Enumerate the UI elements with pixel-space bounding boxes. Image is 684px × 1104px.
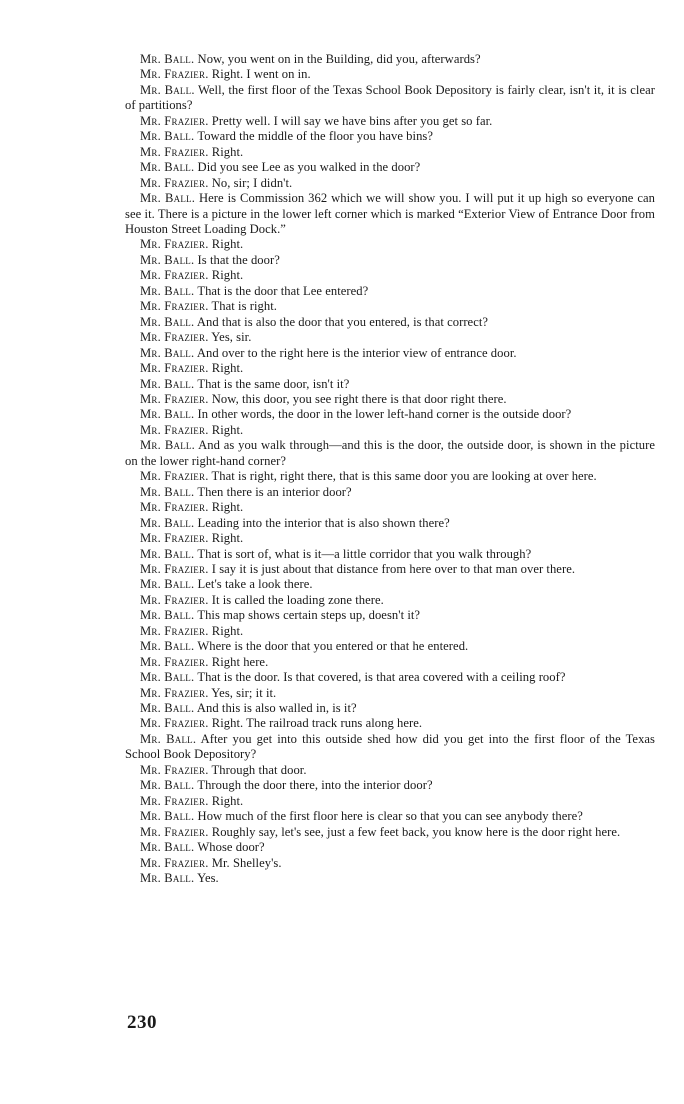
spoken-text: Toward the middle of the floor you have bins? [197, 129, 434, 144]
speaker-label: Mr. Ball. [140, 670, 195, 685]
spoken-text: No, sir; I didn't. [211, 175, 293, 190]
spoken-text: Where is the door that you entered or that he entered. [197, 639, 469, 654]
spoken-text: And as you walk through—and this is the door, the outside door, is shown in the picture on the lower right-hand corner? [125, 438, 655, 468]
spoken-text: That is sort of, what is it—a little corridor that you walk through? [197, 546, 532, 561]
spoken-text: Right. [211, 422, 244, 437]
spoken-text: Here is Commission 362 which we will show you. I will put it up high so everyone can see it. There is a picture in the lower left corner which is marked “Exterior View of Entrance Door from Houston Street Loading Dock.” [125, 191, 656, 236]
testimony-paragraph [125, 330, 655, 345]
spoken-text: Through that door. [211, 762, 307, 777]
speaker-label: Mr. Frazier. [140, 793, 209, 808]
testimony-paragraph [125, 701, 655, 716]
speaker-label: Mr. Ball. [140, 546, 195, 561]
spoken-text: Did you see Lee as you walked in the door? [197, 160, 421, 175]
spoken-text: Right. [211, 361, 244, 376]
speaker-label: Mr. Frazier. [140, 654, 209, 669]
speaker-label: Mr. Frazier. [140, 592, 209, 607]
speaker-label: Mr. Frazier. [140, 299, 209, 314]
speaker-label: Mr. Ball. [140, 129, 195, 144]
spoken-text: Right. [211, 237, 244, 252]
spoken-text: Right. [211, 500, 244, 515]
testimony-paragraph [125, 268, 655, 283]
speaker-label: Mr. Frazier. [140, 268, 209, 283]
speaker-label: Mr. Frazier. [140, 67, 209, 82]
speaker-label: Mr. Frazier. [140, 561, 209, 576]
testimony-paragraph [125, 825, 655, 840]
testimony-paragraph [125, 639, 655, 654]
speaker-label: Mr. Ball. [140, 283, 195, 298]
speaker-label: Mr. Frazier. [140, 824, 209, 839]
speaker-label: Mr. Ball. [140, 82, 195, 97]
testimony-paragraph [125, 438, 655, 469]
testimony-paragraph [125, 377, 655, 392]
testimony-paragraph [125, 686, 655, 701]
speaker-label: Mr. Frazier. [140, 144, 209, 159]
speaker-label: Mr. Ball. [140, 731, 197, 746]
testimony-paragraph [125, 593, 655, 608]
testimony-paragraph [125, 500, 655, 515]
testimony-paragraph [125, 52, 655, 67]
testimony-paragraph [125, 608, 655, 623]
speaker-label: Mr. Frazier. [140, 531, 209, 546]
testimony-paragraph [125, 763, 655, 778]
speaker-label: Mr. Ball. [140, 160, 195, 175]
testimony-paragraph [125, 840, 655, 855]
testimony-paragraph [125, 655, 655, 670]
spoken-text: Pretty well. I will say we have bins after you get so far. [211, 113, 493, 128]
testimony-paragraph [125, 809, 655, 824]
testimony-transcript [125, 52, 655, 886]
speaker-label: Mr. Ball. [140, 407, 195, 422]
spoken-text: Yes. [197, 871, 219, 886]
testimony-paragraph [125, 176, 655, 191]
testimony-paragraph [125, 67, 655, 82]
spoken-text: And this is also walled in, is it? [196, 701, 357, 716]
spoken-text: That is the door that Lee entered? [197, 283, 369, 298]
testimony-paragraph [125, 516, 655, 531]
spoken-text: That is the same door, isn't it? [197, 376, 350, 391]
testimony-paragraph [125, 237, 655, 252]
speaker-label: Mr. Frazier. [140, 762, 209, 777]
spoken-text: That is right. [211, 299, 277, 314]
testimony-paragraph [125, 732, 655, 763]
spoken-text: It is called the loading zone there. [211, 592, 384, 607]
testimony-paragraph [125, 577, 655, 592]
speaker-label: Mr. Frazier. [140, 361, 209, 376]
testimony-paragraph [125, 315, 655, 330]
testimony-paragraph [125, 407, 655, 422]
testimony-paragraph [125, 469, 655, 484]
testimony-paragraph [125, 392, 655, 407]
testimony-paragraph [125, 361, 655, 376]
spoken-text: I say it is just about that distance from here over to that man over there. [211, 561, 576, 576]
testimony-paragraph [125, 547, 655, 562]
testimony-paragraph [125, 531, 655, 546]
spoken-text: That is the door. Is that covered, is that area covered with a ceiling roof? [197, 670, 566, 685]
speaker-label: Mr. Ball. [140, 191, 196, 206]
speaker-label: Mr. Frazier. [140, 391, 209, 406]
spoken-text: After you get into this outside shed how did you get into the first floor of the Texas School Book Depository? [125, 731, 656, 762]
spoken-text: Roughly say, let's see, just a few feet back, you know here is the door right here. [211, 824, 621, 839]
testimony-paragraph [125, 145, 655, 160]
testimony-paragraph [125, 284, 655, 299]
spoken-text: How much of the first floor here is clear so that you can see anybody there? [197, 809, 583, 824]
testimony-paragraph [125, 778, 655, 793]
spoken-text: Whose door? [197, 840, 265, 855]
spoken-text: Yes, sir. [211, 330, 252, 345]
page-number: 230 [127, 1012, 157, 1033]
speaker-label: Mr. Ball. [140, 840, 195, 855]
speaker-label: Mr. Ball. [140, 778, 195, 793]
testimony-paragraph [125, 856, 655, 871]
spoken-text: Right. [211, 268, 244, 283]
speaker-label: Mr. Frazier. [140, 175, 209, 190]
speaker-label: Mr. Ball. [140, 52, 195, 66]
testimony-paragraph [125, 423, 655, 438]
spoken-text: Now, this door, you see right there is that door right there. [211, 391, 507, 406]
spoken-text: Right. [211, 144, 244, 159]
speaker-label: Mr. Frazier. [140, 113, 209, 128]
speaker-label: Mr. Frazier. [140, 623, 209, 638]
spoken-text: This map shows certain steps up, doesn't it? [197, 608, 421, 623]
testimony-paragraph [125, 160, 655, 175]
spoken-text: Through the door there, into the interior door? [197, 778, 433, 793]
speaker-label: Mr. Frazier. [140, 855, 209, 870]
speaker-label: Mr. Ball. [140, 484, 195, 499]
testimony-paragraph [125, 191, 655, 237]
testimony-paragraph [125, 624, 655, 639]
testimony-paragraph [125, 485, 655, 500]
testimony-paragraph [125, 871, 655, 886]
spoken-text: And that is also the door that you entered, is that correct? [196, 314, 489, 329]
speaker-label: Mr. Ball. [140, 438, 195, 453]
spoken-text: In other words, the door in the lower left-hand corner is the outside door? [197, 407, 572, 422]
testimony-paragraph [125, 253, 655, 268]
speaker-label: Mr. Frazier. [140, 500, 209, 515]
spoken-text: Mr. Shelley's. [211, 855, 282, 870]
speaker-label: Mr. Ball. [140, 639, 195, 654]
testimony-paragraph [125, 83, 655, 114]
spoken-text: Right. I went on in. [211, 67, 311, 82]
speaker-label: Mr. Ball. [140, 577, 195, 592]
spoken-text: Right. The railroad track runs along here. [211, 716, 423, 731]
spoken-text: And over to the right here is the interior view of entrance door. [196, 345, 517, 360]
testimony-paragraph [125, 562, 655, 577]
spoken-text: Leading into the interior that is also shown there? [197, 515, 450, 530]
testimony-paragraph [125, 299, 655, 314]
testimony-paragraph [125, 716, 655, 731]
speaker-label: Mr. Ball. [140, 809, 195, 824]
spoken-text: That is right, right there, that is this same door you are looking at over here. [211, 469, 597, 484]
testimony-paragraph [125, 129, 655, 144]
spoken-text: Is that the door? [197, 252, 280, 267]
speaker-label: Mr. Ball. [140, 701, 195, 716]
testimony-paragraph [125, 670, 655, 685]
speaker-label: Mr. Ball. [140, 345, 195, 360]
testimony-paragraph [125, 114, 655, 129]
spoken-text: Well, the first floor of the Texas School Book Depository is fairly clear, isn't it, it is clear of partitions? [125, 82, 655, 113]
spoken-text: Now, you went on in the Building, did you, afterwards? [197, 52, 481, 66]
speaker-label: Mr. Frazier. [140, 469, 209, 484]
spoken-text: Right. [211, 623, 244, 638]
speaker-label: Mr. Frazier. [140, 422, 209, 437]
speaker-label: Mr. Ball. [140, 314, 195, 329]
speaker-label: Mr. Frazier. [140, 237, 209, 252]
speaker-label: Mr. Ball. [140, 871, 195, 886]
speaker-label: Mr. Frazier. [140, 685, 209, 700]
speaker-label: Mr. Frazier. [140, 330, 209, 345]
testimony-paragraph [125, 794, 655, 809]
spoken-text: Right. [211, 793, 244, 808]
speaker-label: Mr. Ball. [140, 608, 195, 623]
spoken-text: Right here. [211, 654, 269, 669]
speaker-label: Mr. Ball. [140, 515, 195, 530]
spoken-text: Yes, sir; it it. [211, 685, 277, 700]
testimony-paragraph [125, 346, 655, 361]
spoken-text: Then there is an interior door? [197, 484, 352, 499]
speaker-label: Mr. Ball. [140, 376, 195, 391]
speaker-label: Mr. Frazier. [140, 716, 209, 731]
spoken-text: Let's take a look there. [197, 577, 313, 592]
speaker-label: Mr. Ball. [140, 252, 195, 267]
spoken-text: Right. [211, 531, 244, 546]
